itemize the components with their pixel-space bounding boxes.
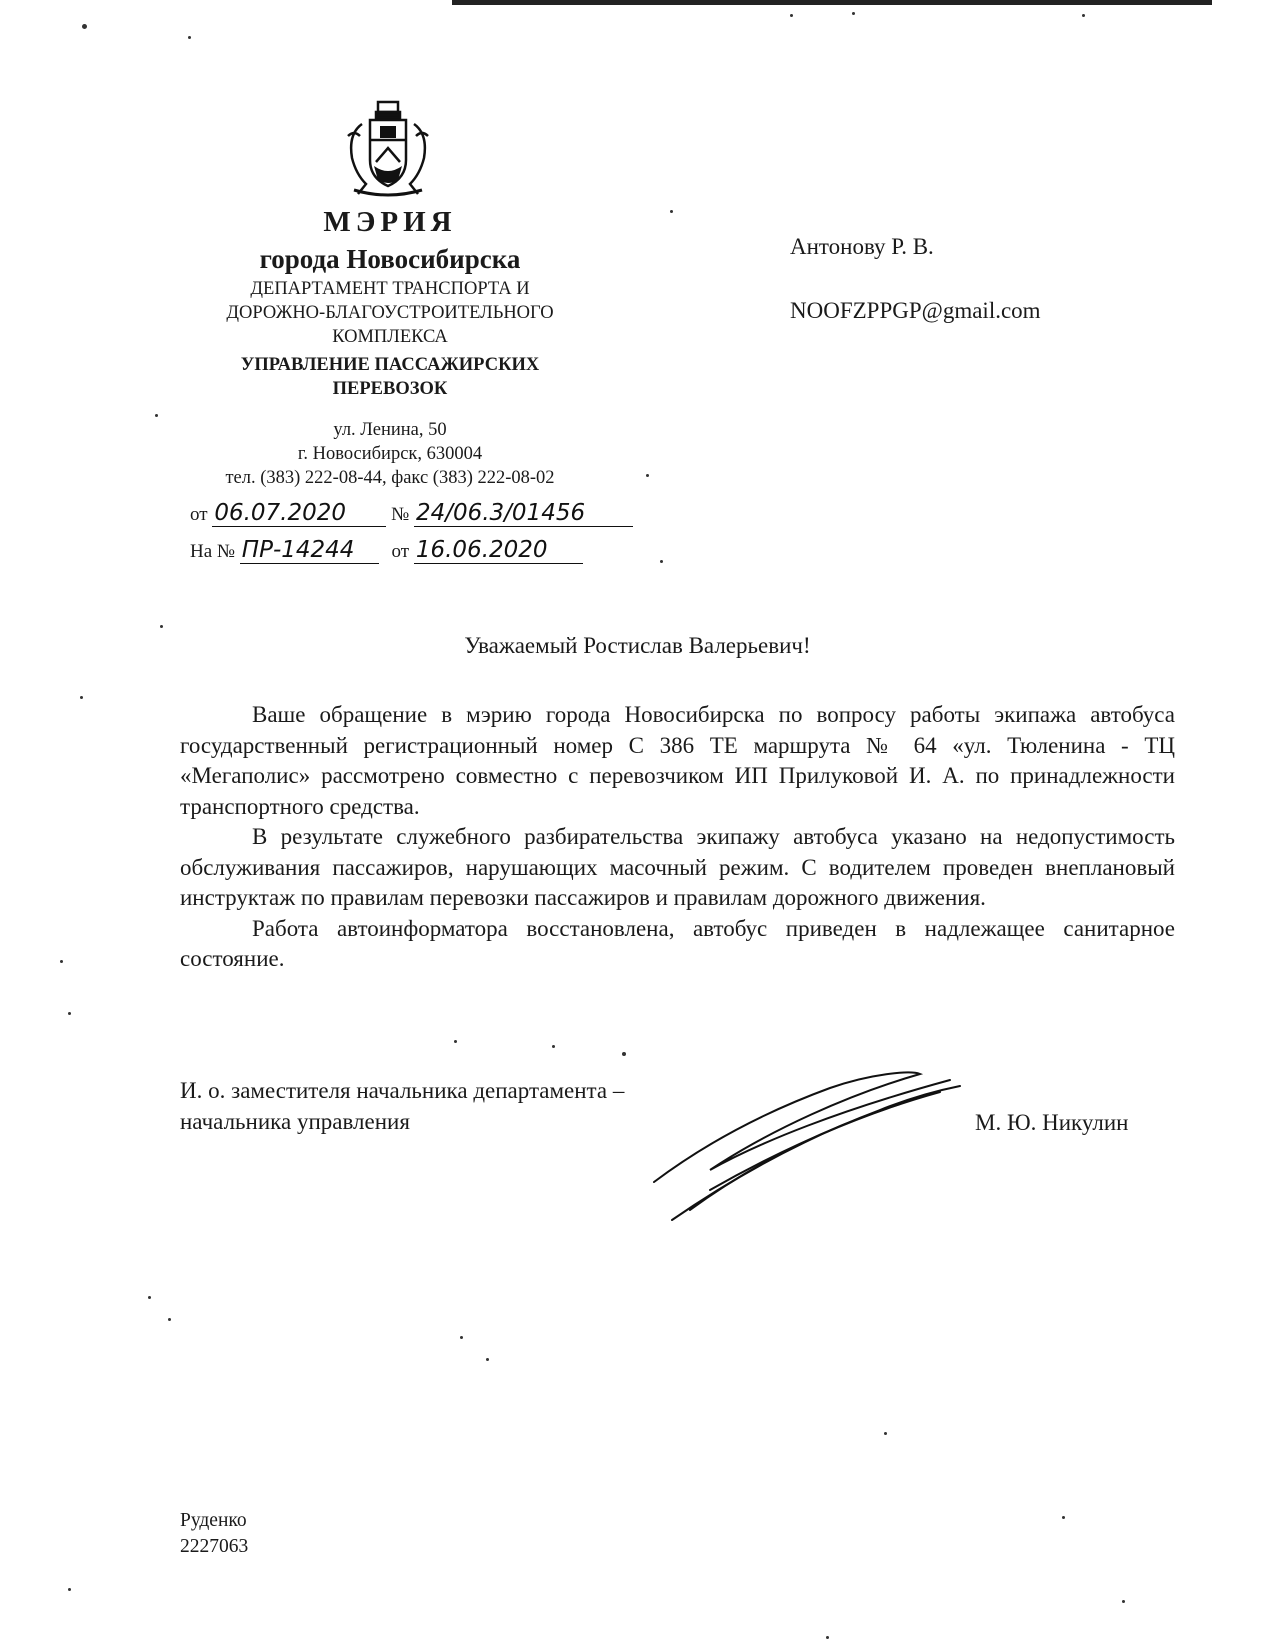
incoming-number: ПР-14244	[240, 537, 379, 564]
recipient-name: Антонову Р. В.	[790, 234, 934, 259]
paragraph: В результате служебного разбирательства экипажу автобуса указано на недопустимость обслуживания пассажиров, нарушающих масочный режим. С водителем проведен внеплановый инструктаж по правилам перевозки пассажиров и правилам дорожного движения.	[180, 824, 1175, 910]
executor-phone: 2227063	[180, 1536, 249, 1557]
signatory-title: И. о. заместителя начальника департамента – начальника управления	[180, 1078, 625, 1134]
executor-info	[180, 1508, 248, 1560]
handwritten-signature	[650, 1070, 1010, 1230]
paragraph: Работа автоинформатора восстановлена, автобус приведен в надлежащее санитарное состояние.	[180, 915, 1175, 971]
org-title: МЭРИЯ	[323, 206, 457, 238]
incoming-reference: На № ПР-14244 от 16.06.2020	[190, 537, 583, 564]
outgoing-number: 24/06.3/01456	[414, 500, 633, 527]
outgoing-reference: от 06.07.2020 № 24/06.3/01456	[190, 500, 633, 527]
executor-name: Руденко	[180, 1510, 247, 1531]
division-name: УПРАВЛЕНИЕ ПАССАЖИРСКИХ ПЕРЕВОЗОК	[240, 355, 540, 399]
incoming-date: 16.06.2020	[414, 537, 583, 564]
scan-edge-bar	[452, 0, 1212, 5]
signatory-name: М. Ю. Никулин	[975, 1110, 1129, 1135]
coat-of-arms-icon	[340, 100, 436, 200]
city-title: города Новосибирска	[259, 244, 521, 274]
letter-body	[180, 700, 1175, 975]
department-name: ДЕПАРТАМЕНТ ТРАНСПОРТА И ДОРОЖНО-БЛАГОУСТРОИТЕЛЬНОГО КОМПЛЕКСА	[226, 279, 554, 347]
salutation: Уважаемый Ростислав Валерьевич!	[464, 633, 811, 658]
paragraph: Ваше обращение в мэрию города Новосибирска по вопросу работы экипажа автобуса государственный регистрационный номер С 386 ТЕ маршрута № 64 «ул. Тюленина - ТЦ «Мегаполис» рассмотрено совместно с перевозчиком ИП Прилуковой И. А. по принадлежности транспортного средства.	[180, 702, 1175, 819]
recipient-email: NOOFZPPGP@gmail.com	[790, 298, 1041, 323]
address-block: ул. Ленина, 50 г. Новосибирск, 630004 тел. (383) 222-08-44, факс (383) 222-08-02	[225, 420, 555, 488]
outgoing-date: 06.07.2020	[212, 500, 386, 527]
